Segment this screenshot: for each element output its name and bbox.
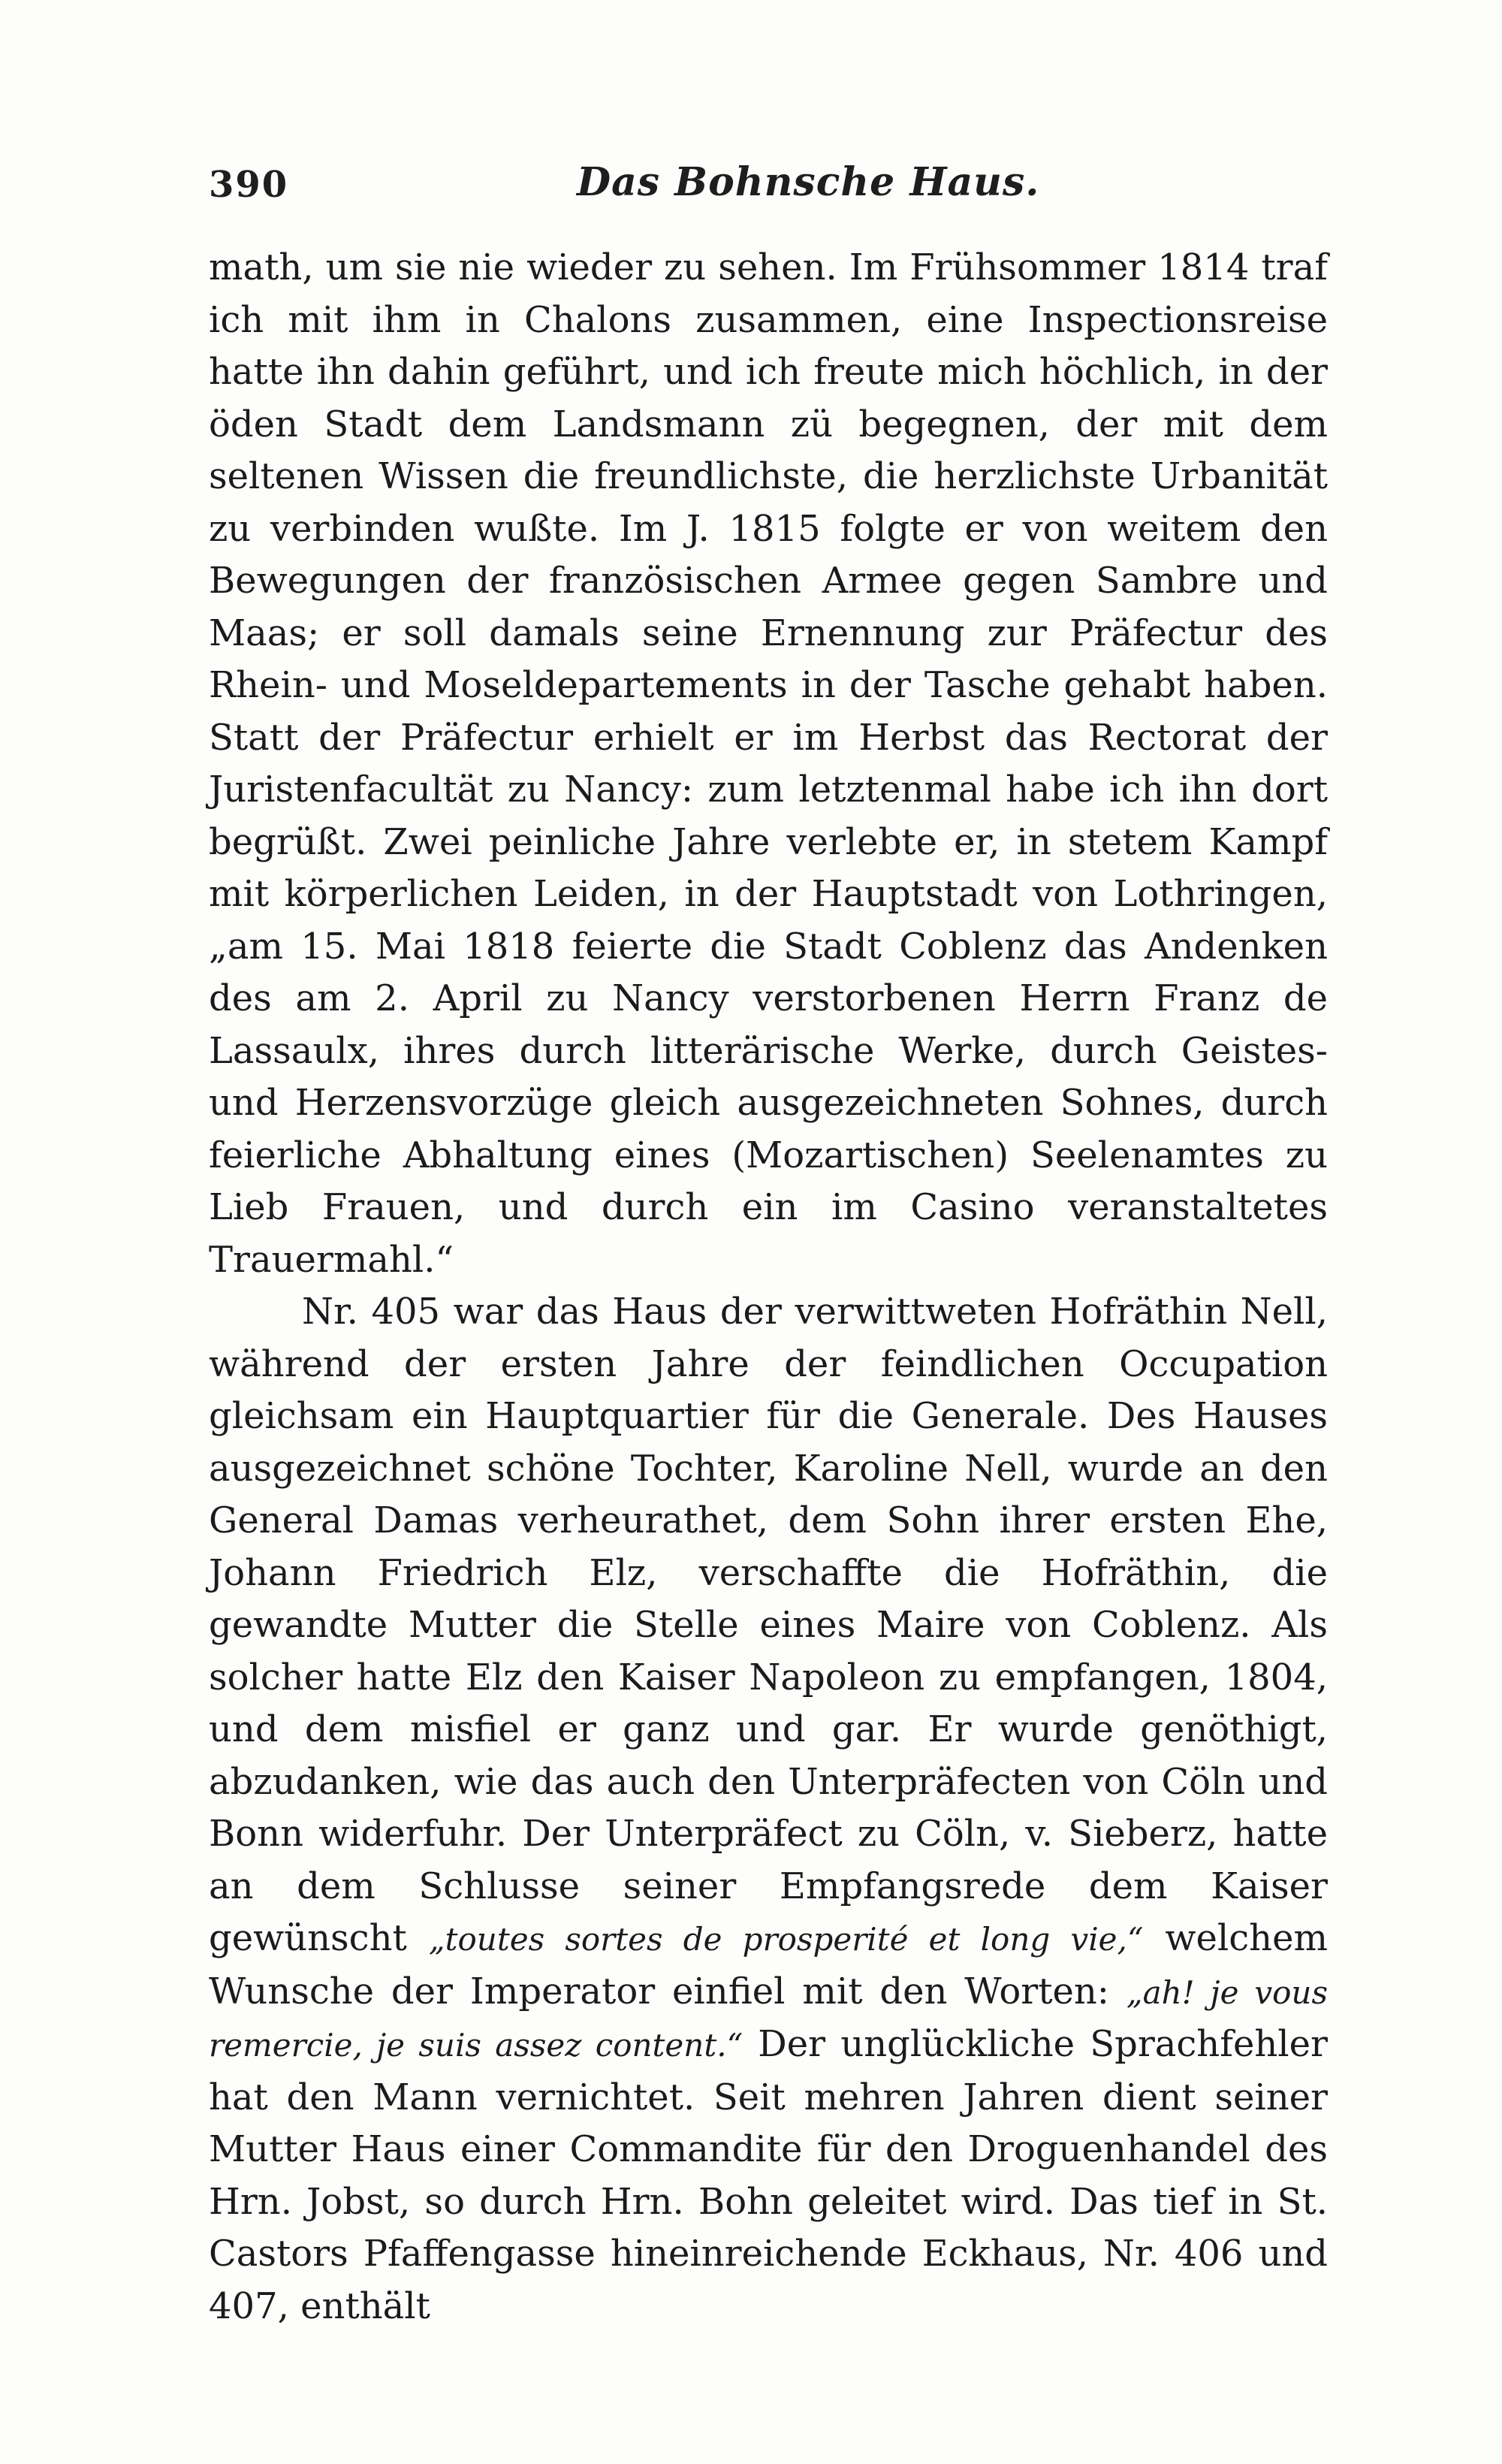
paragraph-text: Nr. 405 war das Haus der verwittweten Hofräthin Nell, während der ersten Jahre der feindlichen Occupation gleichsam ein Hauptquartier für die Generale. Des Hauses ausgezeichnet schöne Tochter, Karoline Nell, wurde an den General Damas verheurathet, dem Sohn ihrer ersten Ehe, Johann Friedrich Elz, verschaffte die Hofräthin, die gewandte Mutter die Stelle eines Maire von Coblenz. Als solcher hatte Elz den Kaiser Napoleon zu empfangen, 1804, und dem misfiel er ganz und gar. Er wurde genöthigt, abzudanken, wie das auch den Unterpräfecten von Cöln und Bonn widerfuhr. Der Unterpräfect zu Cöln, v. Sieberz, hatte an dem Schlusse seiner Empfangsrede dem Kaiser gewünscht bbox=[209, 1291, 1328, 1959]
paragraph-text: welchem Wunsche der Imperator einfiel mit den Worten: bbox=[209, 1917, 1328, 2013]
page-header bbox=[209, 159, 1328, 227]
paragraph-house-405 bbox=[209, 1286, 1328, 2333]
running-title: Das Bohnsche Haus. bbox=[577, 159, 1040, 205]
french-quote: „toutes sortes de prosperité et long vie,“ bbox=[428, 1921, 1144, 1958]
page-number: 390 bbox=[209, 164, 289, 206]
paragraph-continuation: math, um sie nie wieder zu sehen. Im Frühsommer 1814 traf ich mit ihm in Chalons zusammen, eine Inspectionsreise hatte ihn dahin geführt, und ich freute mich höchlich, in der öden Stadt dem Landsmann zü begegnen, der mit dem seltenen Wissen die freundlichste, die herzlichste Urbanität zu verbinden wußte. Im J. 1815 folgte er von weitem den Bewegungen der französischen Armee gegen Sambre und Maas; er soll damals seine Ernennung zur Präfectur des Rhein- und Moseldepartements in der Tasche gehabt haben. Statt der Präfectur erhielt er im Herbst das Rectorat der Juristenfacultät zu Nancy: zum letztenmal habe ich ihn dort begrüßt. Zwei peinliche Jahre verlebte er, in stetem Kampf mit körperlichen Leiden, in der Hauptstadt von Lothringen, „am 15. Mai 1818 feierte die Stadt Coblenz das Andenken des am 2. April zu Nancy verstorbenen Herrn Franz de Lassaulx, ihres durch litterärische Werke, durch Geistes- und Herzensvorzüge gleich ausgezeichneten Sohnes, durch feierliche Abhaltung eines (Mozartischen) Seelenamtes zu Lieb Frauen, und durch ein im Casino veranstaltetes Trauermahl.“ bbox=[209, 246, 1328, 1281]
body-text bbox=[209, 242, 1328, 2333]
french-quote: „ah! je vous remercie, je suis assez content.“ bbox=[209, 1973, 1328, 2064]
paragraph-text: Der unglückliche Sprachfehler hat den Mann vernichtet. Seit mehren Jahren dient seiner Mutter Haus einer Commandite für den Droguenhandel des Hrn. Jobst, so durch Hrn. Bohn geleitet wird. Das tief in St. Castors Pfaffengasse hineinreichende Eckhaus, Nr. 406 und 407, enthält bbox=[209, 2023, 1328, 2327]
